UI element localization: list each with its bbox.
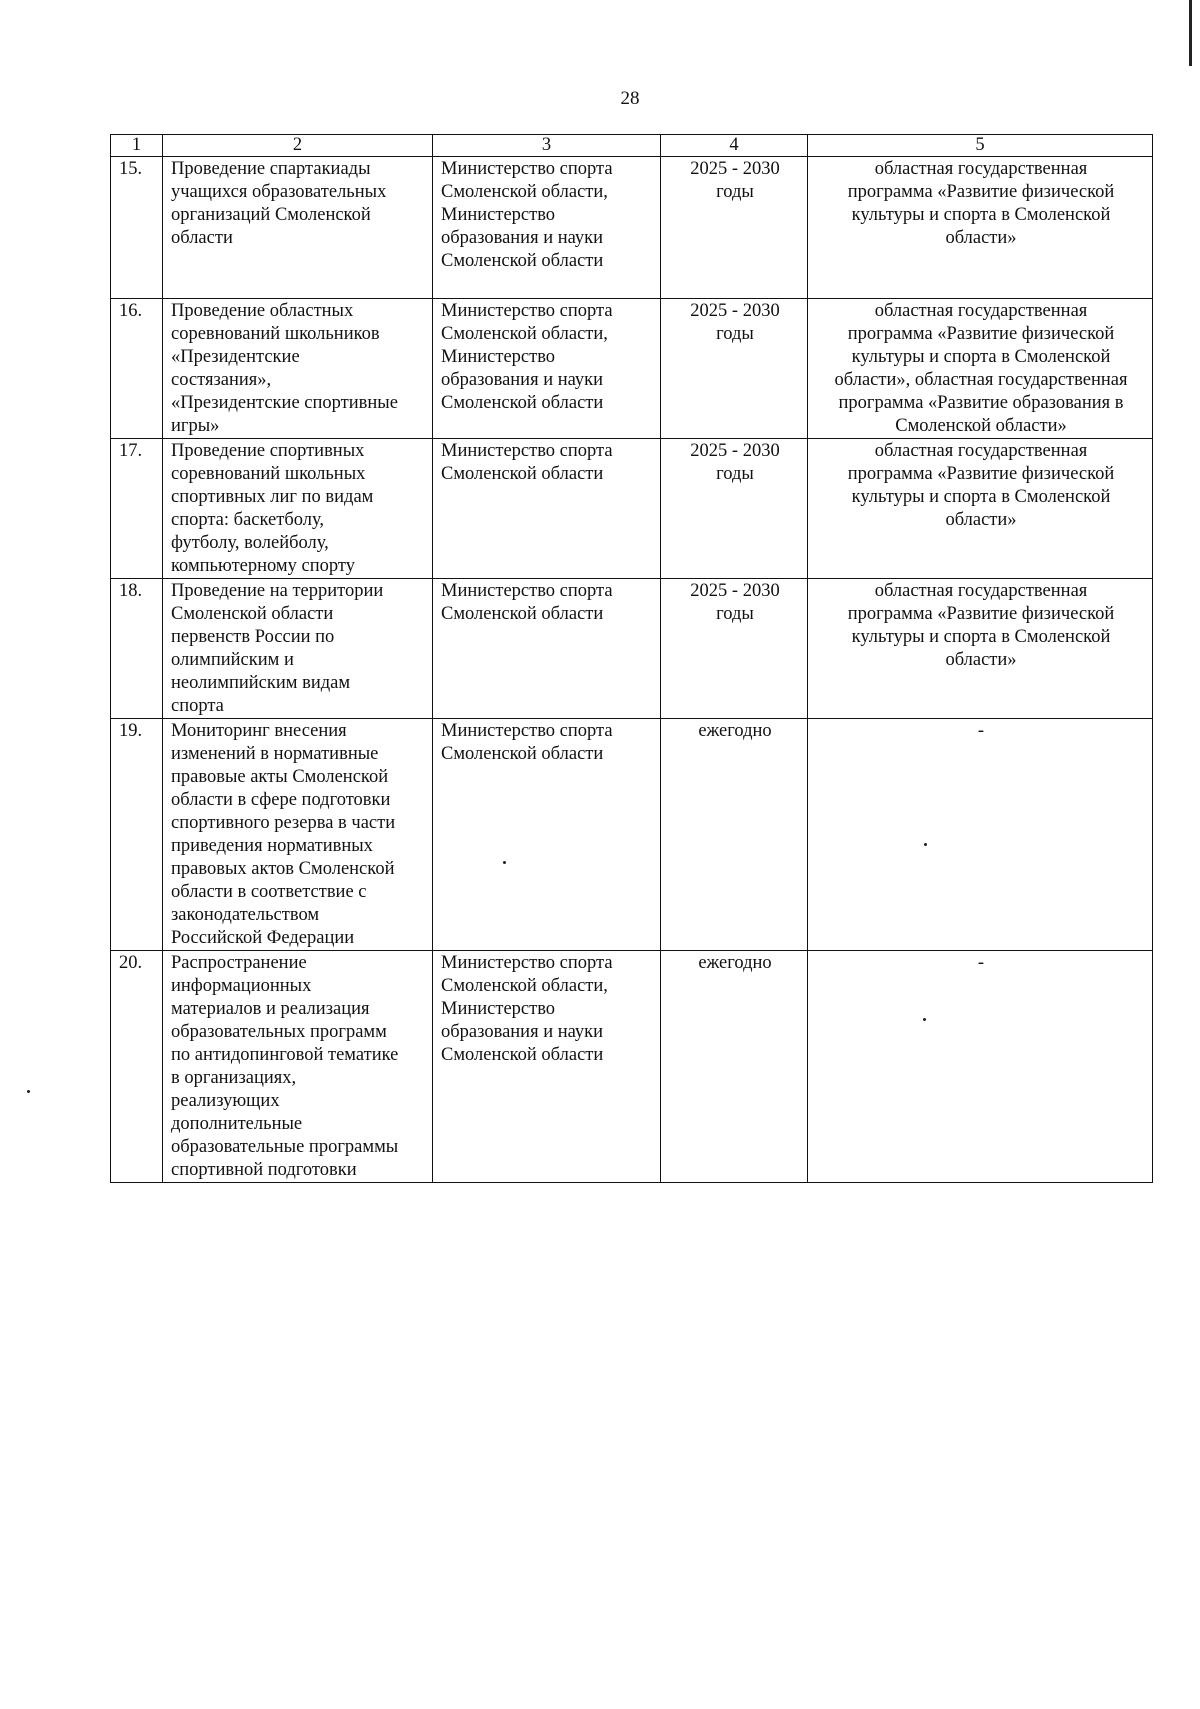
row-number: 18. (111, 579, 163, 719)
event-cell-line: «Президентские спортивные (171, 393, 398, 413)
period-cell (661, 579, 808, 719)
table-row (111, 157, 1153, 299)
column-number: 5 (808, 135, 1153, 157)
event-cell-line: дополнительные (171, 1114, 303, 1134)
executor-cell-line: Смоленской области (441, 604, 604, 624)
executor-cell-line: Министерство спорта (441, 159, 613, 179)
event-cell-line: по антидопинговой тематике (171, 1045, 399, 1065)
event-cell-line: состязания», (171, 370, 272, 390)
event-cell-line: организаций Смоленской (171, 205, 371, 225)
row-number: 17. (111, 439, 163, 579)
event-cell-line: спорта (171, 696, 224, 716)
column-number: 1 (111, 135, 163, 157)
funding-source-cell-line: областная государственная (874, 301, 1088, 321)
column-number: 4 (661, 135, 808, 157)
event-cell-line: игры» (171, 416, 220, 436)
event-cell-line: Проведение областных (171, 301, 354, 321)
event-cell-line: спортивных лиг по видам (171, 487, 374, 507)
executor-cell (433, 719, 661, 951)
funding-source-cell (808, 951, 1153, 1183)
funding-source-cell-line: области» (945, 228, 1017, 248)
row-number: 15. (111, 157, 163, 299)
event-cell-line: компьютерному спорту (171, 556, 355, 576)
scan-speck (27, 1090, 30, 1093)
row-number: 16. (111, 299, 163, 439)
funding-source-cell-line: программа «Развитие физической (847, 604, 1115, 624)
funding-source-cell (808, 439, 1153, 579)
event-cell-line: области в сфере подготовки (171, 790, 391, 810)
executor-cell (433, 579, 661, 719)
period-cell-line: годы (716, 182, 754, 202)
period-cell-line: ежегодно (698, 953, 772, 973)
period-cell-line: ежегодно (698, 721, 772, 741)
funding-source-cell (808, 719, 1153, 951)
funding-source-cell-line: областная государственная (874, 441, 1088, 461)
row-number: 19. (111, 719, 163, 951)
row-number: 20. (111, 951, 163, 1183)
funding-source-cell (808, 157, 1153, 299)
executor-cell (433, 299, 661, 439)
funding-source-cell-line: областная государственная (874, 159, 1088, 179)
event-cell-line: неолимпийским видам (171, 673, 351, 693)
period-cell (661, 719, 808, 951)
table-row (111, 951, 1153, 1183)
column-number-row (111, 135, 1153, 157)
scan-speck (503, 861, 506, 864)
funding-source-cell-line: - (977, 721, 985, 741)
period-cell-line: годы (716, 324, 754, 344)
period-cell (661, 299, 808, 439)
executor-cell-line: Министерство (441, 347, 556, 367)
funding-source-cell (808, 299, 1153, 439)
event-cell-line: образовательных программ (171, 1022, 387, 1042)
executor-cell (433, 951, 661, 1183)
period-cell-line: годы (716, 604, 754, 624)
executor-cell-line: Смоленской области (441, 744, 604, 764)
period-cell (661, 439, 808, 579)
event-cell-line: Смоленской области (171, 604, 334, 624)
event-cell-line: в организациях, (171, 1068, 297, 1088)
executor-cell-line: Министерство спорта (441, 721, 613, 741)
event-cell-line: соревнований школьных (171, 464, 366, 484)
table-row (111, 719, 1153, 951)
executor-cell-line: образования и науки (441, 1022, 604, 1042)
event-cell-line: изменений в нормативные (171, 744, 379, 764)
funding-source-cell-line: областная государственная (874, 581, 1088, 601)
event-cell-line: правовые акты Смоленской (171, 767, 389, 787)
executor-cell-line: Министерство спорта (441, 581, 613, 601)
executor-cell (433, 439, 661, 579)
funding-source-cell-line: программа «Развитие физической (847, 182, 1115, 202)
event-cell-line: законодательством (171, 905, 320, 925)
executor-cell-line: Министерство спорта (441, 953, 613, 973)
period-cell-line: 2025 - 2030 (690, 159, 780, 179)
event-cell (163, 579, 433, 719)
event-cell-line: спортивной подготовки (171, 1160, 357, 1180)
funding-source-cell-line: культуры и спорта в Смоленской (851, 205, 1111, 225)
event-cell-line: «Президентские (171, 347, 300, 367)
table-row (111, 439, 1153, 579)
event-cell-line: Распространение (171, 953, 307, 973)
executor-cell (433, 157, 661, 299)
event-cell (163, 719, 433, 951)
event-cell (163, 299, 433, 439)
executor-cell-line: Смоленской области, (441, 976, 608, 996)
event-cell-line: реализующих (171, 1091, 280, 1111)
event-cell-line: Мониторинг внесения (171, 721, 347, 741)
executor-cell-line: Смоленской области (441, 251, 604, 271)
executor-cell-line: Смоленской области, (441, 182, 608, 202)
funding-source-cell-line: культуры и спорта в Смоленской (851, 487, 1111, 507)
event-cell (163, 439, 433, 579)
executor-cell-line: Смоленской области (441, 1045, 604, 1065)
executor-cell-line: Министерство (441, 205, 556, 225)
event-cell-line: олимпийским и (171, 650, 294, 670)
event-cell-line: соревнований школьников (171, 324, 380, 344)
executor-cell-line: Смоленской области (441, 464, 604, 484)
event-cell (163, 951, 433, 1183)
page-number: 28 (620, 88, 640, 109)
scan-speck (924, 843, 927, 846)
period-cell-line: 2025 - 2030 (690, 581, 780, 601)
event-cell-line: материалов и реализация (171, 999, 370, 1019)
executor-cell-line: Министерство спорта (441, 301, 613, 321)
funding-source-cell-line: Смоленской области» (895, 416, 1067, 436)
funding-source-cell-line: культуры и спорта в Смоленской (851, 347, 1111, 367)
funding-source-cell-line: области» (945, 650, 1017, 670)
event-cell-line: правовых актов Смоленской (171, 859, 395, 879)
funding-source-cell (808, 579, 1153, 719)
event-cell-line: спортивного резерва в части (171, 813, 396, 833)
event-cell-line: спорта: баскетболу, (171, 510, 324, 530)
executor-cell-line: Министерство (441, 999, 556, 1019)
funding-source-cell-line: культуры и спорта в Смоленской (851, 627, 1111, 647)
funding-source-cell-line: области» (945, 510, 1017, 530)
event-cell-line: Российской Федерации (171, 928, 355, 948)
event-cell-line: Проведение спортивных (171, 441, 365, 461)
period-cell-line: 2025 - 2030 (690, 441, 780, 461)
column-number: 2 (163, 135, 433, 157)
funding-source-cell-line: программа «Развитие физической (847, 324, 1115, 344)
period-cell-line: годы (716, 464, 754, 484)
event-cell-line: области в соответствие с (171, 882, 367, 902)
event-cell-line: учащихся образовательных (171, 182, 387, 202)
funding-source-cell-line: программа «Развитие образования в (838, 393, 1124, 413)
executor-cell-line: Смоленской области, (441, 324, 608, 344)
funding-source-cell-line: - (977, 953, 985, 973)
event-cell-line: приведения нормативных (171, 836, 373, 856)
executor-cell-line: Смоленской области (441, 393, 604, 413)
event-cell (163, 157, 433, 299)
event-cell-line: области (171, 228, 233, 248)
period-cell-line: 2025 - 2030 (690, 301, 780, 321)
event-cell-line: информационных (171, 976, 312, 996)
scan-edge-mark (1189, 0, 1192, 66)
period-cell (661, 951, 808, 1183)
period-cell (661, 157, 808, 299)
scan-speck (923, 1018, 926, 1021)
event-cell-line: Проведение спартакиады (171, 159, 371, 179)
executor-cell-line: образования и науки (441, 228, 604, 248)
event-cell-line: образовательные программы (171, 1137, 399, 1157)
event-cell-line: Проведение на территории (171, 581, 384, 601)
column-number: 3 (433, 135, 661, 157)
event-cell-line: футболу, волейболу, (171, 533, 329, 553)
table-row (111, 579, 1153, 719)
table-row (111, 299, 1153, 439)
executor-cell-line: Министерство спорта (441, 441, 613, 461)
measures-table (110, 134, 1153, 1183)
funding-source-cell-line: области», областная государственная (834, 370, 1128, 390)
event-cell-line: первенств России по (171, 627, 335, 647)
funding-source-cell-line: программа «Развитие физической (847, 464, 1115, 484)
executor-cell-line: образования и науки (441, 370, 604, 390)
